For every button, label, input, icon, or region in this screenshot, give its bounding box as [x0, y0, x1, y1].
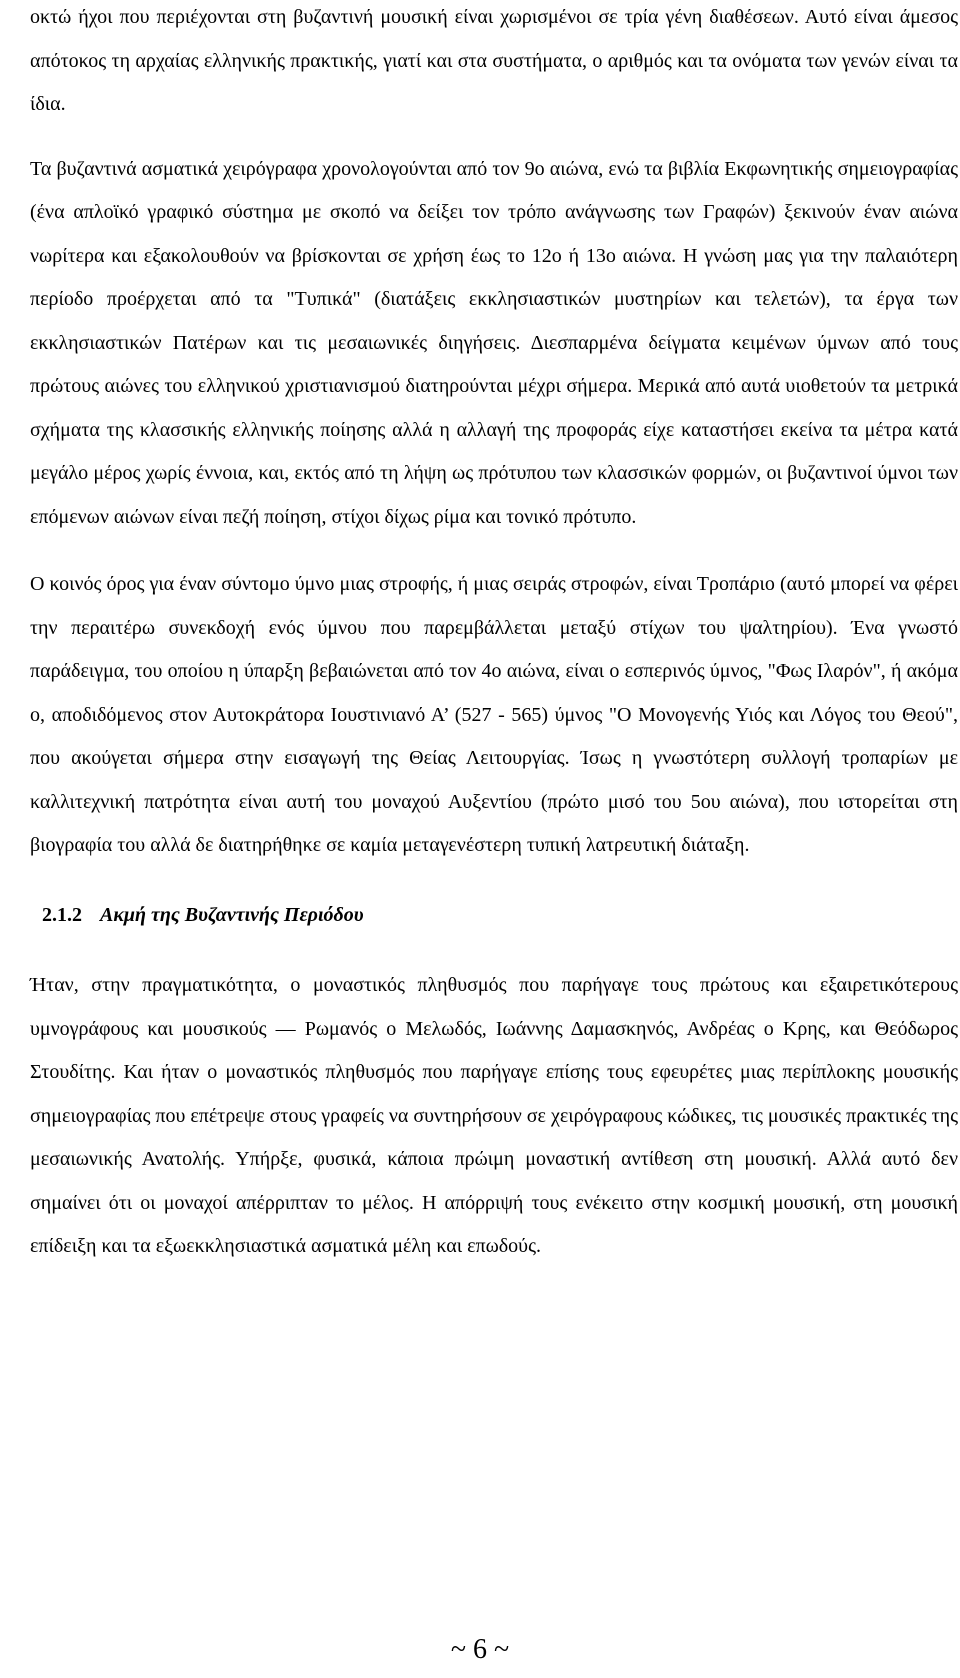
paragraph-genres: οκτώ ήχοι που περιέχονται στη βυζαντινή μουσική είναι χωρισμένοι σε τρία γένη διαθέσεων. Αυτό είναι άμεσος απότοκος τη αρχαίας ελληνικής πρακτικής, γιατί και στα συστήματα, ο αριθμός και τα ονόματα των γενών είναι τα ίδια. [30, 6, 958, 115]
section-number: 2.1.2 [42, 903, 82, 926]
page-number: ~ 6 ~ [450, 1634, 510, 1665]
paragraph-troparion: Ο κοινός όρος για έναν σύντομο ύμνο μιας στροφής, ή μιας σειράς στροφών, είναι Τροπάριο (αυτό μπορεί να φέρει την περαιτέρω συνεκδοχή ενός ύμνου που παρεμβάλλεται μεταξύ στίχων του ψαλτηρίου). Ένα γνωστό παράδειγμα, του οποίου η ύπαρξη βεβαιώνεται από τον 4ο αιώνα, είναι ο εσπερινός ύμνος, "Φως Ιλαρόν", ή ακόμα ο, αποδιδόμενος στον Αυτοκράτορα Ιουστινιανό Α’ (527 - 565) ύμνος "Ο Μονογενής Υιός και Λόγος του Θεού", που ακούγεται σήμερα στην εισαγωγή της Θείας Λειτουργίας. Ίσως η γνωστότερη συλλογή τροπαρίων με καλλιτεχνική πατρότητα είναι αυτή του μοναχού Αυξεντίου (πρώτο μισό του 5ου αιώνα), που ιστορείται στη βιογραφία του αλλά δε διατηρήθηκε σε καμία μεταγενέστερη τυπική λατρευτική διάταξη. [30, 573, 958, 856]
page-content [30, 0, 958, 1269]
paragraph-monastic: Ήταν, στην πραγματικότητα, ο μοναστικός πληθυσμός που παρήγαγε τους πρώτους και εξαιρετικότερους υμνογράφους και μουσικούς — Ρωμανός ο Μελωδός, Ιωάννης Δαμασκηνός, Ανδρέας ο Κρης, και Θεόδωρος Στουδίτης. Και ήταν ο μοναστικός πληθυσμός που παρήγαγε επίσης τους εφευρέτες μιας περίπλοκης μουσικής σημειογραφίας που επέτρεψε στους γραφείς να συντηρήσουν σε χειρόγραφους κώδικες, τις μουσικές πρακτικές της μεσαιωνικής Ανατολής. Υπήρξε, φυσικά, κάποια πρώιμη μοναστική αντίθεση στη μουσική. Αλλά αυτό δεν σημαίνει ότι οι μοναχοί απέρριπταν το μέλος. Η απόρριψή τους ενέκειτο στην κοσμική μουσική, στη μουσική επίδειξη και τα εξωεκκλησιαστικά ασματικά μέλη και επωδούς. [30, 974, 958, 1257]
section-heading [30, 894, 958, 938]
section-title: Ακμή της Βυζαντινής Περιόδου [100, 903, 364, 926]
paragraph-manuscripts: Τα βυζαντινά ασματικά χειρόγραφα χρονολογούνται από τον 9ο αιώνα, ενώ τα βιβλία Εκφωνητικής σημειογραφίας (ένα απλοϊκό γραφικό σύστημα με σκοπό να δείξει τον τρόπο ανάγνωσης των Γραφών) ξεκινούν έναν αιώνα νωρίτερα και εξακολουθούν να βρίσκονται σε χρήση έως το 12ο ή 13ο αιώνα. Η γνώση μας για την παλαιότερη περίοδο προέρχεται από τα "Τυπικά" (διατάξεις εκκλησιαστικών μυστηρίων και τελετών), τα έργα των εκκλησιαστικών Πατέρων και τις μεσαιωνικές διηγήσεις. Διεσπαρμένα δείγματα κειμένων ύμνων από τους πρώτους αιώνες του ελληνικού χριστιανισμού διατηρούνται μέχρι σήμερα. Μερικά από αυτά υιοθετούν τα μετρικά σχήματα της κλασσικής ελληνικής ποίησης αλλά η αλλαγή της προφοράς είχε καταστήσει εκείνα τα μέτρα κατά μεγάλο μέρος χωρίς έννοια, και, εκτός από τη λήψη ως πρότυπου των κλασσικών φορμών, οι βυζαντινοί ύμνοι των επόμενων αιώνων είναι πεζή ποίηση, στίχοι δίχως ρίμα και τονικό πρότυπο. [30, 157, 958, 528]
